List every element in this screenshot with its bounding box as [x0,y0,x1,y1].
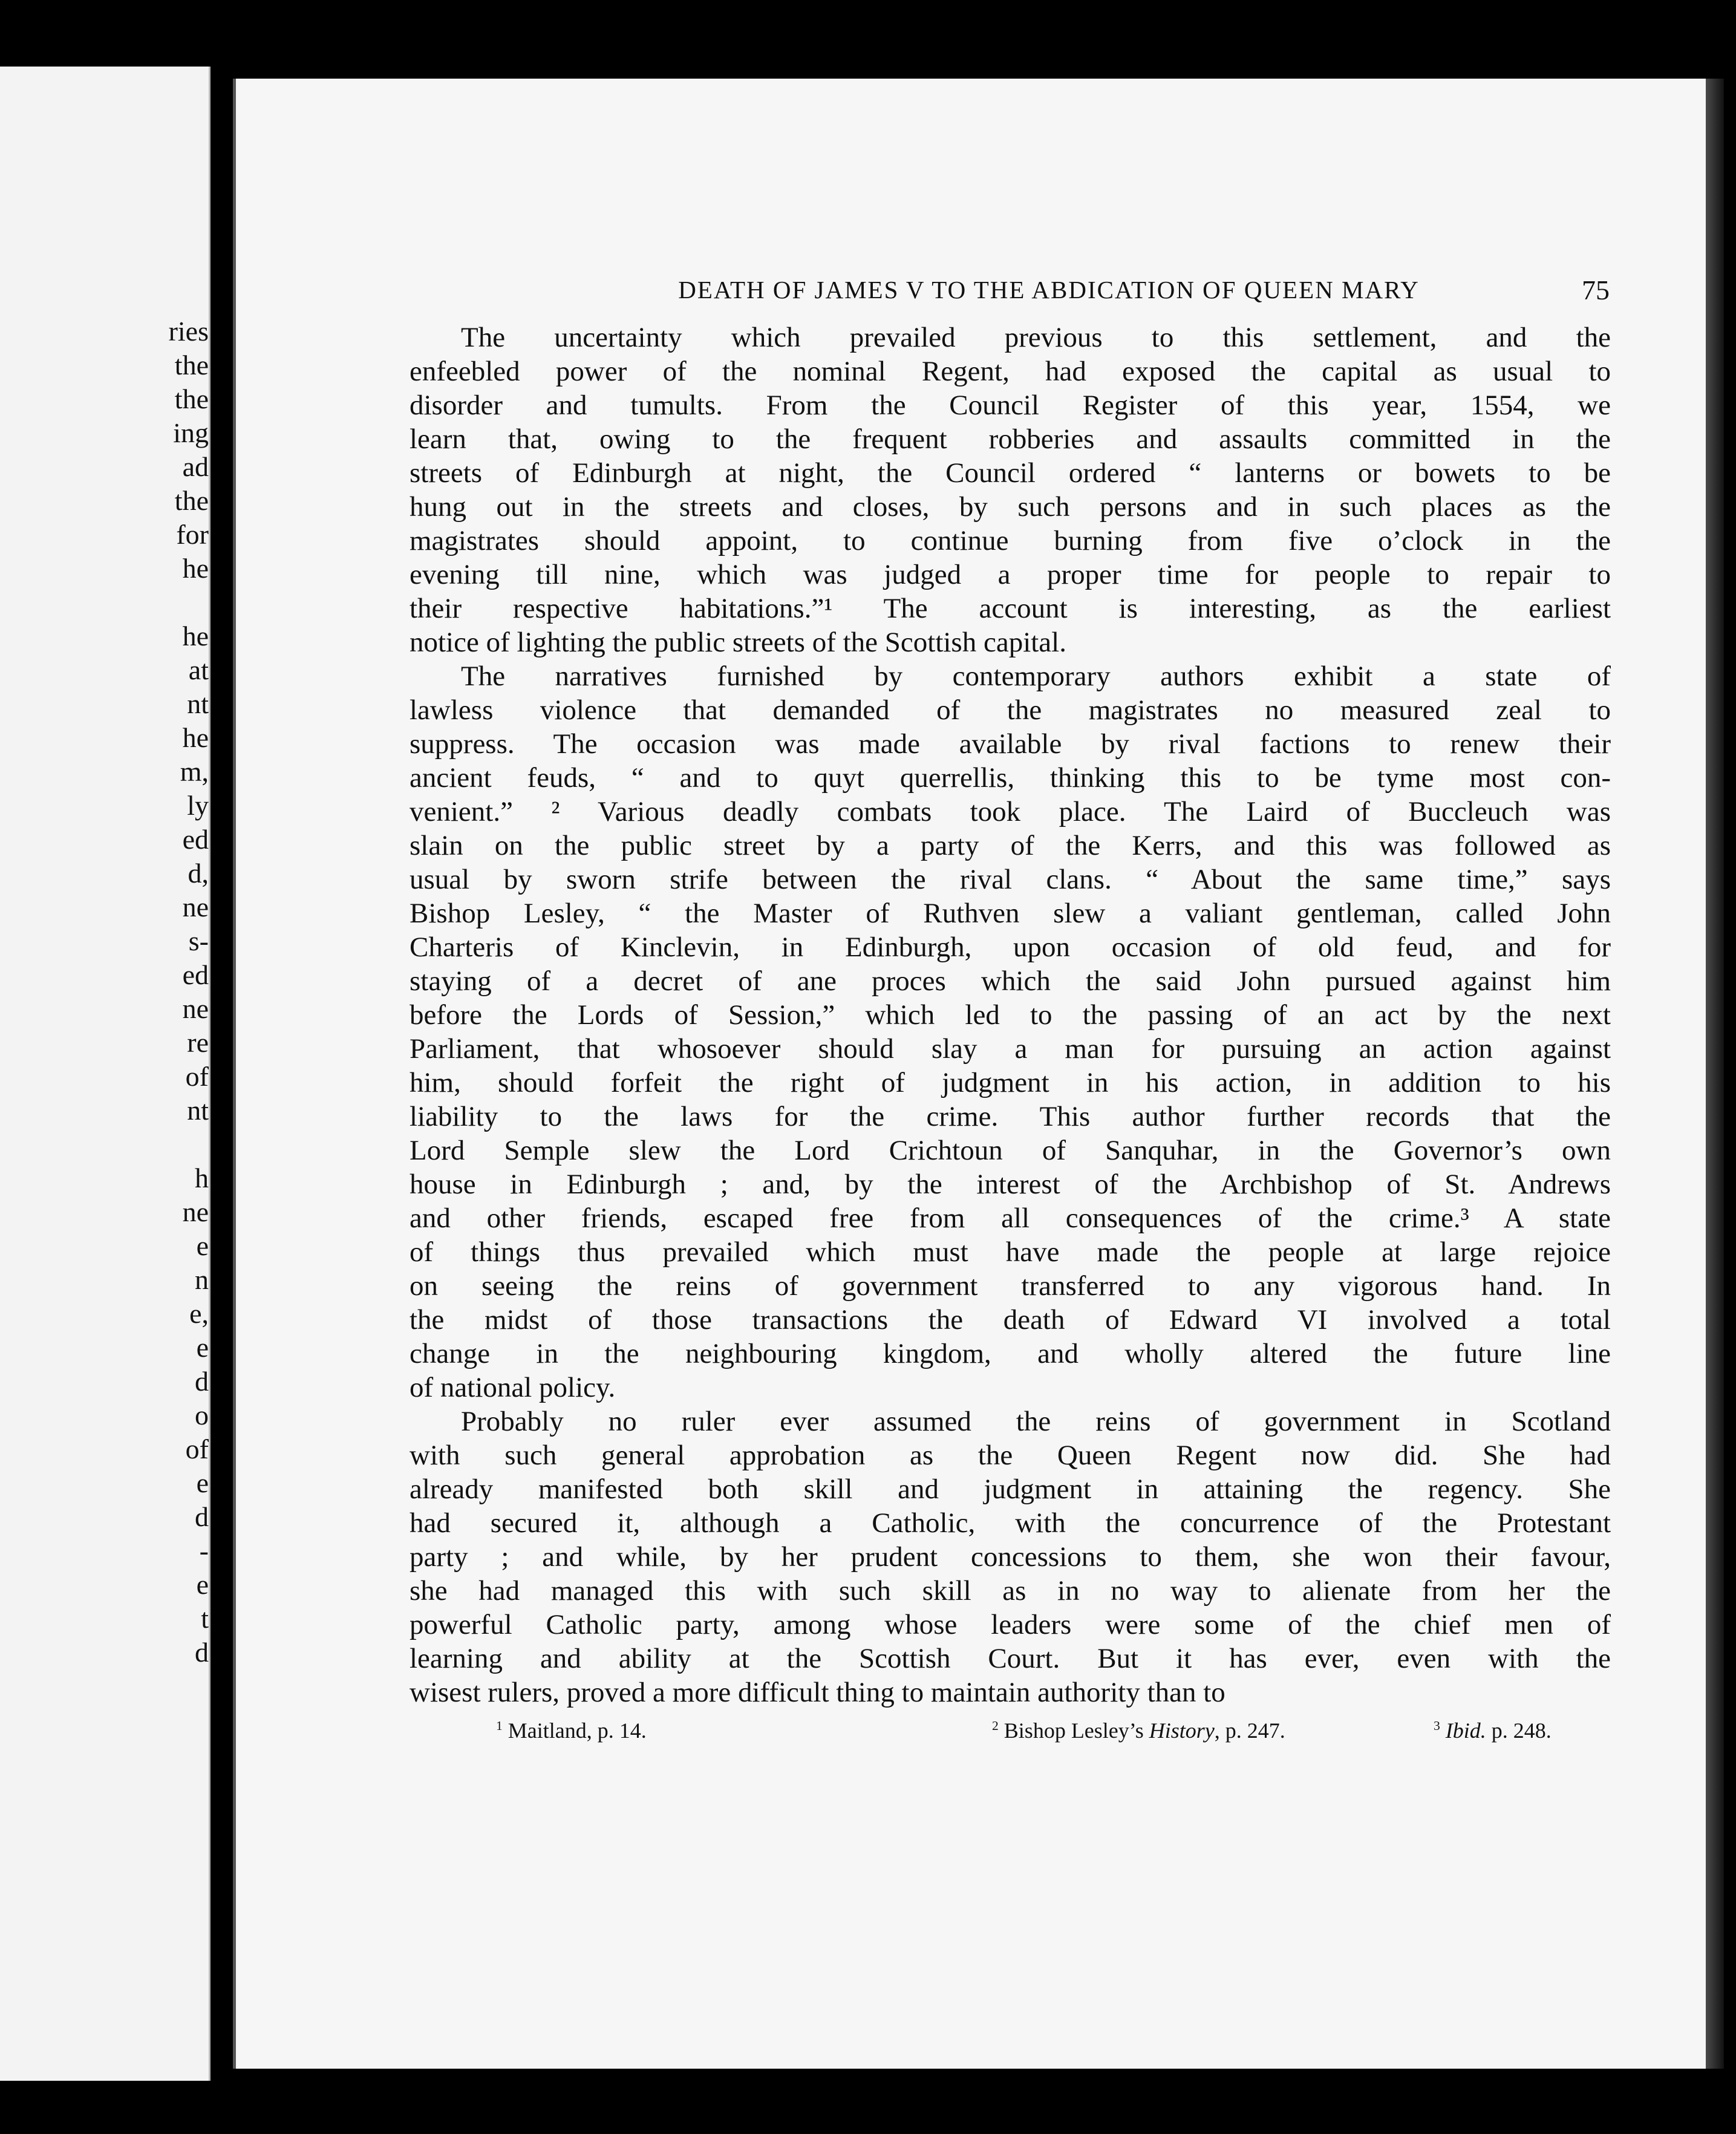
footnote-mark: 3 [1434,1718,1440,1733]
facing-page-line: ing [173,417,209,448]
text-line: liability to the laws for the crime. This author further records that the [410,1101,1611,1132]
text-line: staying of a decret of ane proces which the said John pursued against him [410,965,1611,997]
facing-page-line: for [176,519,209,550]
paragraph-3 [410,1405,1611,1709]
text-line: The uncertainty which prevailed previous to this settlement, and the [461,322,1611,353]
footnote-text [1440,1718,1446,1743]
text-line: evening till nine, which was judged a proper time for people to repair to [410,559,1611,590]
facing-page-line: the [174,350,209,380]
text-line: slain on the public street by a party of the Kerrs, and this was followed as [410,830,1611,861]
text-line: had secured it, although a Catholic, with the concurrence of the Protestant [410,1507,1611,1539]
text-line: him, should forfeit the right of judgment in his action, in addition to his [410,1067,1611,1098]
text-line: streets of Edinburgh at night, the Council ordered “ lanterns or bowets to be [410,457,1611,489]
facing-page-line: he [182,621,209,651]
text-line: their respective habitations.”¹ The account is interesting, as the earliest [410,593,1611,624]
text-line: of national policy. [410,1372,616,1403]
facing-page-line: of [185,1434,209,1464]
paragraph-1 [410,321,1611,659]
facing-page-line: ed [182,959,209,990]
text-line: with such general approbation as the Queen Regent now did. She had [410,1440,1611,1471]
text-line: notice of lighting the public streets of the Scottish capital. [410,627,1066,658]
facing-page-line: n [195,1264,209,1295]
facing-page-line: ly [187,790,209,821]
text-line: ancient feuds, “ and to quyt querrellis, thinking this to be tyme most con- [410,762,1611,794]
text-line: on seeing the reins of government transferred to any vigorous hand. In [410,1270,1611,1302]
footnote-text: p. 248. [1486,1718,1552,1743]
facing-page-edge [0,67,210,2081]
facing-page-line: e, [189,1298,209,1329]
running-title: DEATH OF JAMES V TO THE ABDICATION OF QUEEN MARY [678,276,1420,304]
facing-page-line: e [196,1230,209,1261]
footnote-text: Bishop Lesley’s [998,1718,1149,1743]
facing-page-line: - [199,1535,209,1566]
facing-page-line: he [182,722,209,753]
facing-page-line: d [195,1501,209,1532]
text-line: Bishop Lesley, “ the Master of Ruthven slew a valiant gentleman, called John [410,898,1611,929]
text-line: lawless violence that demanded of the magistrates no measured zeal to [410,694,1611,726]
facing-page-line: d [195,1637,209,1668]
facing-page-line: e [196,1569,209,1600]
facing-page-line: nt [187,1095,209,1126]
facing-page-line: the [174,383,209,414]
text-line: Charteris of Kinclevin, in Edinburgh, upon occasion of old feud, and for [410,932,1611,963]
facing-page-line: of [185,1061,209,1092]
facing-page-line: ne [182,892,209,922]
facing-page-line: m, [180,756,209,787]
footnote-mark: 2 [992,1718,999,1733]
text-line: hung out in the streets and closes, by such persons and in such places as the [410,491,1611,523]
facing-page-line: at [188,654,209,685]
text-line: usual by sworn strife between the rival clans. “ About the same time,” says [410,864,1611,895]
footnote-2 [992,1718,1285,1743]
footnote-title: History [1149,1718,1215,1743]
facing-page-line: re [187,1027,209,1058]
body-text [410,321,1611,1709]
facing-page-line: ed [182,824,209,855]
text-line: wisest rulers, proved a more difficult thing to maintain authority than to [410,1677,1225,1708]
text-line: The narratives furnished by contemporary authors exhibit a state of [461,661,1611,692]
text-line: learn that, owing to the frequent robberies and assaults committed in the [410,423,1611,455]
text-line: the midst of those transactions the death of Edward VI involved a total [410,1304,1611,1336]
text-line: house in Edinburgh ; and, by the interest of the Archbishop of St. Andrews [410,1169,1611,1200]
text-line: magistrates should appoint, to continue burning from five o’clock in the [410,525,1611,556]
text-line: enfeebled power of the nominal Regent, had exposed the capital as usual to [410,356,1611,387]
facing-page-line [88,586,209,619]
facing-page-text-fragments [88,315,209,1669]
page-number: 75 [1582,275,1610,305]
facing-page-line: e [196,1332,209,1363]
facing-page-line: ne [182,993,209,1024]
text-line: Parliament, that whosoever should slay a man for pursuing an action against [410,1033,1611,1065]
facing-page-line: t [201,1603,209,1634]
facing-page-line: he [182,553,209,584]
facing-page-line: d, [188,858,209,889]
facing-page-line: d [195,1366,209,1397]
facing-page-line: ne [182,1196,209,1227]
footnote-text: , p. 247. [1214,1718,1285,1743]
text-line: before the Lords of Session,” which led to the passing of an act by the next [410,999,1611,1031]
footnote-title: Ibid. [1445,1718,1486,1743]
facing-page-line: the [174,485,209,516]
paragraph-2 [410,659,1611,1405]
text-line: of things thus prevailed which must have made the people at large rejoice [410,1236,1611,1268]
facing-page-line [88,1127,209,1161]
text-line: Lord Semple slew the Lord Crichtoun of Sanquhar, in the Governor’s own [410,1135,1611,1166]
page-edge-shadow [1703,79,1724,2069]
facing-page-line: ries [168,316,209,347]
text-line: disorder and tumults. From the Council Register of this year, 1554, we [410,390,1611,421]
text-line: powerful Catholic party, among whose leaders were some of the chief men of [410,1609,1611,1640]
footnote-1 [496,1718,647,1743]
text-line: party ; and while, by her prudent concessions to them, she won their favour, [410,1541,1611,1573]
text-line: learning and ability at the Scottish Court. But it has ever, even with the [410,1643,1611,1674]
facing-page-line: ad [182,451,209,482]
text-line: suppress. The occasion was made available by rival factions to renew their [410,728,1611,760]
facing-page-line: h [195,1163,209,1193]
footnote-mark: 1 [496,1718,503,1733]
facing-page-line: s- [188,925,209,956]
text-line: she had managed this with such skill as in no way to alienate from her the [410,1575,1611,1607]
text-line: already manifested both skill and judgment in attaining the regency. She [410,1473,1611,1505]
facing-page-line: o [195,1400,209,1431]
book-page [233,79,1706,2069]
facing-page-line: e [196,1467,209,1498]
text-line: venient.” ² Various deadly combats took place. The Laird of Buccleuch was [410,796,1611,827]
text-line: and other friends, escaped free from all consequences of the crime.³ A state [410,1202,1611,1234]
text-line: Probably no ruler ever assumed the reins of government in Scotland [461,1406,1611,1437]
facing-page-line: nt [187,688,209,719]
text-line: change in the neighbouring kingdom, and wholly altered the future line [410,1338,1611,1369]
footnote-3 [1434,1718,1552,1743]
footnote-text: Maitland, p. 14. [502,1718,647,1743]
